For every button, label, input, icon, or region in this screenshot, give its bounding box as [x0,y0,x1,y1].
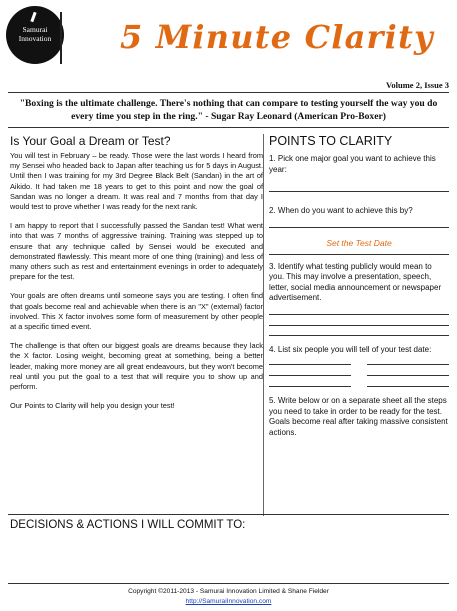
decisions-rule [8,514,449,515]
article-paragraph: The challenge is that often our biggest goals are dreams because they lack the X factor. Losing weight, becoming great at something, being a better leader, making more money are all great endeavours, but they won't become real until you put the goal to a test that will require you to show up and perform. [10,341,263,392]
website-link[interactable]: http://SamuraiInnovation.com [185,598,272,605]
column-divider [263,134,264,516]
question-2: 2. When do you want to achieve this by? [269,206,413,215]
article-column [10,134,263,420]
article-title: Is Your Goal a Dream or Test? [10,134,171,148]
person-line[interactable] [367,375,449,376]
people-lines-row [269,375,449,376]
question-1: 1. Pick one major goal you want to achieve this year: [269,154,436,174]
footer-rule [8,583,449,584]
brush-stroke-icon [30,12,36,22]
people-lines-row [269,364,449,365]
points-title: POINTS TO CLARITY [269,134,393,148]
logo-line-1: Samurai [22,25,48,34]
article-paragraph: Our Points to Clarity will help you design your test! [10,401,175,411]
samurai-innovation-logo [6,6,64,64]
header-divider [60,12,62,64]
person-line[interactable] [367,364,449,365]
quote-rule-bottom [8,127,449,128]
person-line[interactable] [269,386,351,387]
article-paragraph: You will test in February – be ready. Those were the last words I heard from my Sensei who headed back to Japan after teaching us for 5 days in August. Until then I was training for my 3rd Degree Black Belt (Sandan) in the art of Aikido. It had taken me 18 years to get to this point and now the goal of Sandan was no longer a dream. It was real and 7 months from that day I would test to prove whether I was ready for the next rank. [10,151,263,212]
person-line[interactable] [269,364,351,365]
issue-label: Volume 2, Issue 3 [386,80,449,90]
featured-quote: "Boxing is the ultimate challenge. There's nothing that can compare to testing yourself the way you do every time you step in the ring." - Sugar Ray Leonard (American Pro-Boxer) [19,98,438,122]
points-to-clarity-column [269,134,449,438]
logo-line-2: Innovation [18,34,52,43]
person-line[interactable] [367,386,449,387]
answer-line[interactable] [269,191,449,192]
question-3: 3. Identify what testing publicly would mean to you. This may involve a presentation, speech, letter, social media announcement or newspaper advertisement. [269,261,442,302]
newsletter-title: 5 Minute Clarity [120,18,434,56]
people-lines-row [269,386,449,387]
section-rule [269,335,449,336]
section-rule [269,254,449,255]
answer-line[interactable] [269,314,449,315]
copyright-text: Copyright ©2011-2013 - Samurai Innovation Limited & Shane Fielder [128,588,329,595]
answer-line[interactable] [269,227,449,228]
article-paragraph: Your goals are often dreams until someone says you are testing. I often find that goals become real and achievable when there is an "X" (external) factor involved. This X factor involves some form of measurement by other people at a specific timed event. [10,291,263,332]
decisions-heading: DECISIONS & ACTIONS I WILL COMMIT TO: [10,519,246,531]
quote-rule-top [8,92,449,93]
question-4: 4. List six people you will tell of your test date: [269,344,432,354]
answer-line[interactable] [269,325,449,326]
person-line[interactable] [269,375,351,376]
article-paragraph: I am happy to report that I successfully passed the Sandan test! What went into that was 7 months of aggressive training. Training was stepped up to ensure that any technique called by Sensei would be executed and demonstrated flawlessly. This meant more of one thing (training) and less of many others such as rest and entertainment evenings in order to adequately prepare for the test. [10,221,263,282]
question-5: 5. Write below or on a separate sheet all the steps you need to take in order to be ready for the test. Goals become real after taking massive consistent actions. [269,396,448,437]
set-test-date-subheading: Set the Test Date [326,237,392,248]
